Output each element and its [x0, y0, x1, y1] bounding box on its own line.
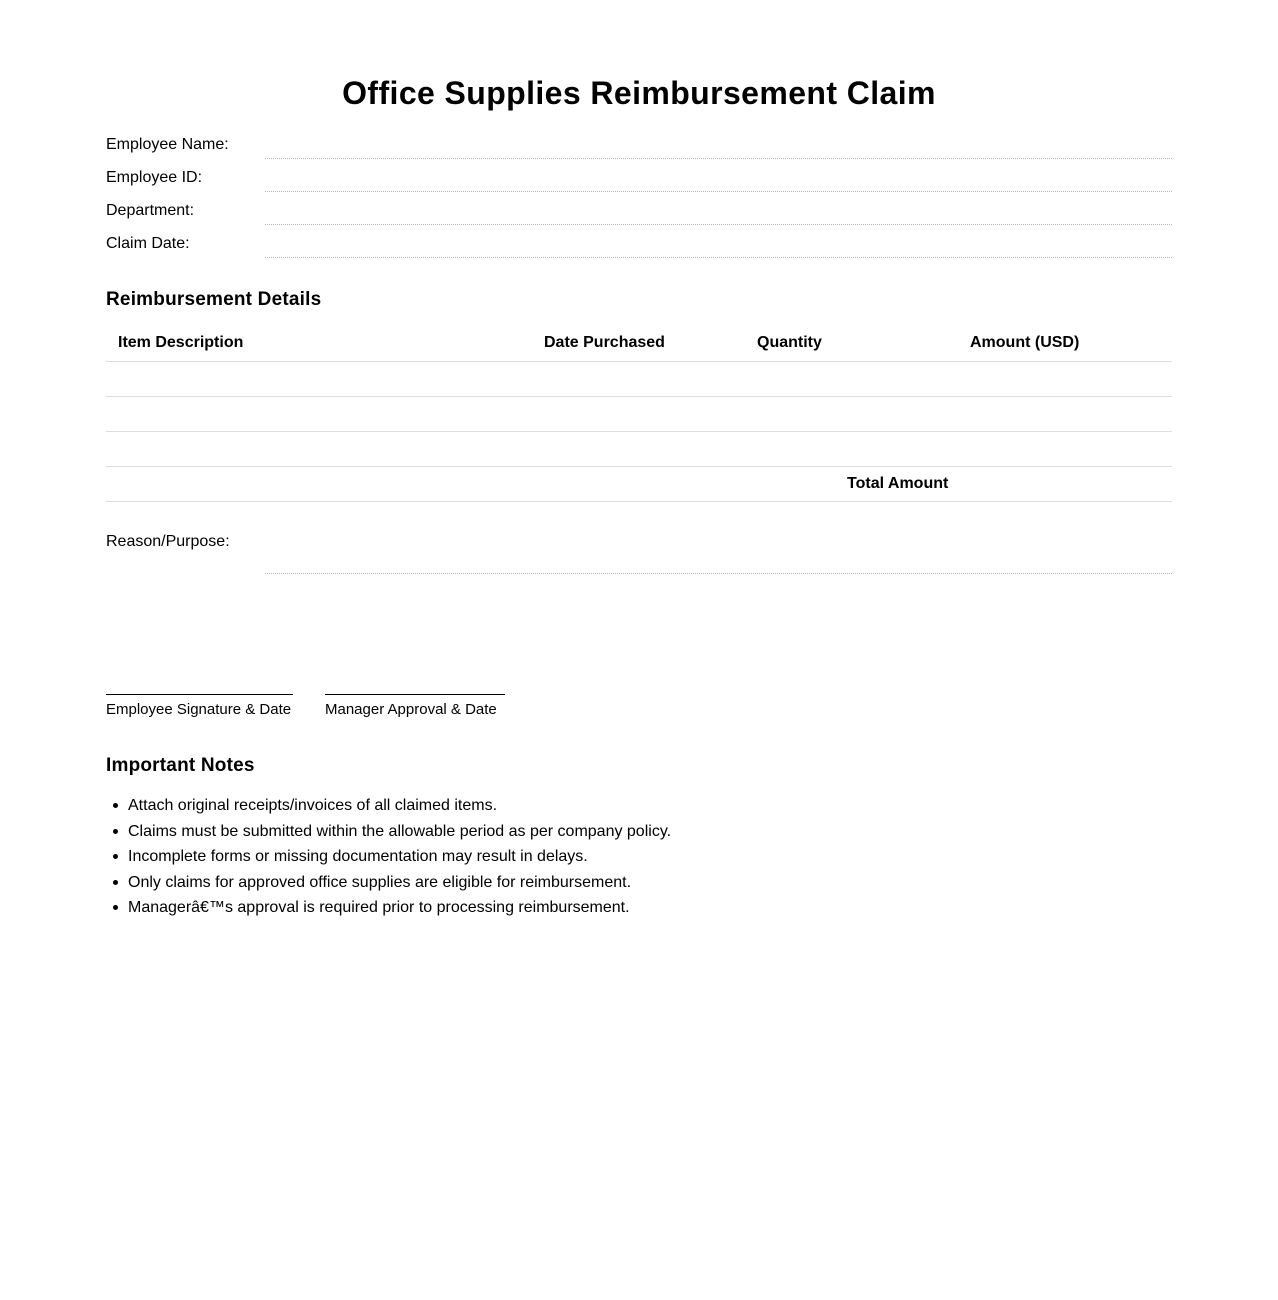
column-header-date-purchased: Date Purchased: [544, 334, 665, 351]
department-input-line[interactable]: [265, 224, 1172, 225]
list-item: [128, 870, 671, 896]
reason-purpose-input-line[interactable]: [265, 573, 1172, 574]
list-item: [128, 895, 671, 921]
claim-date-input-line[interactable]: [265, 257, 1172, 258]
manager-approval-label: Manager Approval & Date: [325, 701, 497, 718]
total-row: [106, 467, 1172, 502]
column-header-item-description: Item Description: [118, 334, 244, 351]
important-notes-heading: Important Notes: [106, 755, 255, 776]
table-row[interactable]: [106, 432, 1172, 467]
list-item: [128, 819, 671, 845]
claim-date-label: Claim Date:: [106, 235, 190, 252]
column-header-quantity: Quantity: [757, 334, 822, 351]
employee-id-label: Employee ID:: [106, 169, 203, 186]
total-amount-label: Total Amount: [847, 475, 949, 492]
bullet-icon: [113, 905, 118, 910]
department-field[interactable]: [106, 202, 1172, 235]
reimbursement-table: [106, 325, 1172, 502]
note-text: Claims must be submitted within the allowable period as per company policy.: [128, 822, 672, 840]
column-header-amount: Amount (USD): [970, 334, 1080, 351]
employee-signature-line[interactable]: [106, 694, 293, 695]
reimbursement-details-heading: Reimbursement Details: [106, 289, 322, 310]
employee-signature-label: Employee Signature & Date: [106, 701, 292, 718]
manager-approval-block[interactable]: [325, 694, 505, 718]
bullet-icon: [113, 803, 118, 808]
manager-approval-line[interactable]: [325, 694, 505, 695]
employee-signature-block[interactable]: [106, 694, 293, 718]
note-text: Only claims for approved office supplies are eligible for reimbursement.: [128, 873, 632, 891]
bullet-icon: [113, 880, 118, 885]
reason-purpose-label: Reason/Purpose:: [106, 533, 230, 550]
employee-id-field[interactable]: [106, 169, 1172, 202]
page-title: Office Supplies Reimbursement Claim: [342, 75, 936, 111]
list-item: [128, 793, 671, 819]
notes-list: [106, 793, 671, 921]
list-item: [128, 844, 671, 870]
note-text: Attach original receipts/invoices of all claimed items.: [128, 797, 498, 814]
claim-date-field[interactable]: [106, 235, 1172, 268]
table-row[interactable]: [106, 362, 1172, 397]
table-header-row: [106, 325, 1172, 362]
bullet-icon: [113, 829, 118, 834]
employee-name-field[interactable]: [106, 136, 1172, 169]
employee-name-input-line[interactable]: [265, 158, 1172, 159]
department-label: Department:: [106, 202, 195, 219]
note-text: Managerâ€™s approval is required prior to processing reimbursement.: [128, 899, 630, 916]
bullet-icon: [113, 854, 118, 859]
note-text: Incomplete forms or missing documentation may result in delays.: [128, 848, 588, 865]
table-row[interactable]: [106, 397, 1172, 432]
employee-name-label: Employee Name:: [106, 136, 229, 153]
employee-id-input-line[interactable]: [265, 191, 1172, 192]
